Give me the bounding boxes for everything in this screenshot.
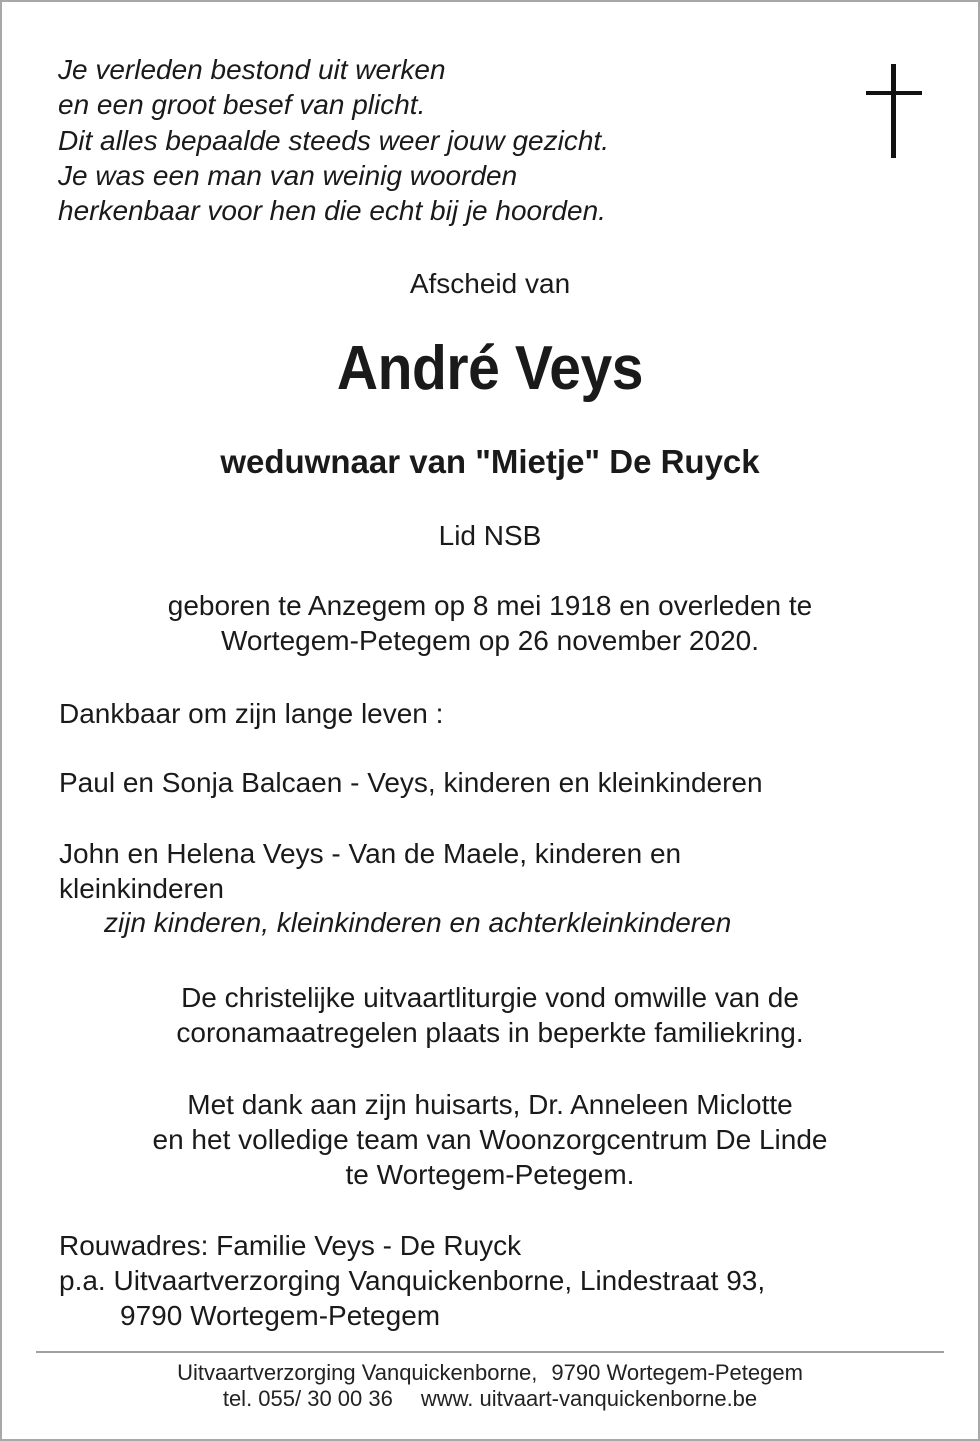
deceased-name: André Veys: [336, 334, 644, 403]
memorial-poem: [58, 52, 609, 228]
footer-website[interactable]: www. uitvaart-vanquickenborne.be: [420, 1386, 758, 1411]
poem-line: Dit alles bepaalde steeds weer jouw gezicht.: [58, 124, 609, 156]
footer-company: Uitvaartverzorging Vanquickenborne,: [177, 1360, 538, 1385]
family-entry-paul: Paul en Sonja Balcaen - Veys, kinderen en kleinkinderen: [59, 767, 763, 798]
footer-phone: tel. 055/ 30 00 36: [222, 1386, 393, 1411]
mourning-address-line-3: 9790 Wortegem-Petegem: [120, 1300, 441, 1331]
thanks-notice: [0, 1087, 980, 1192]
birth-death-text: [0, 588, 980, 658]
family-entry-john: [59, 836, 681, 906]
ceremony-line-2: coronamaatregelen plaats in beperkte familiekring.: [176, 1017, 804, 1048]
widower-line: weduwnaar van "Mietje" De Ruyck: [220, 443, 760, 480]
poem-line: en een groot besef van plicht.: [58, 89, 426, 121]
family-entry-john-line-1: John en Helena Veys - Van de Maele, kinderen en: [59, 838, 682, 869]
latin-cross-icon: [866, 64, 922, 158]
family-entry-john-line-2: kleinkinderen: [59, 873, 224, 904]
footer-divider: [36, 1351, 944, 1353]
farewell-heading: Afscheid van: [409, 268, 571, 299]
grandchildren-line: zijn kinderen, kleinkinderen en achterkleinkinderen: [104, 907, 732, 938]
thanks-line-2: en het volledige team van Woonzorgcentrum De Linde: [152, 1124, 828, 1155]
poem-line: herkenbaar voor hen die echt bij je hoorden.: [58, 195, 606, 227]
mourning-address-line-2: p.a. Uitvaartverzorging Vanquickenborne, Lindestraat 93,: [59, 1265, 766, 1296]
family-intro: Dankbaar om zijn lange leven :: [59, 698, 444, 729]
thanks-line-3: te Wortegem-Petegem.: [345, 1159, 635, 1190]
poem-line: Je verleden bestond uit werken: [58, 54, 446, 85]
membership-line: Lid NSB: [438, 520, 542, 551]
birth-death-line-2: Wortegem-Petegem op 26 november 2020.: [220, 625, 759, 656]
footer-line-2: [0, 1386, 980, 1412]
mourning-address-line-1: Rouwadres: Familie Veys - De Ruyck: [59, 1230, 522, 1261]
thanks-line-1: Met dank aan zijn huisarts, Dr. Anneleen Miclotte: [187, 1089, 793, 1120]
footer-line-1: [0, 1360, 980, 1386]
ceremony-notice: [0, 980, 980, 1050]
poem-line: Je was een man van weinig woorden: [58, 159, 518, 191]
ceremony-line-1: De christelijke uitvaartliturgie vond omwille van de: [181, 982, 799, 1013]
funeral-home-footer: [0, 1360, 980, 1412]
footer-location: 9790 Wortegem-Petegem: [551, 1360, 803, 1385]
birth-death-line-1: geboren te Anzegem op 8 mei 1918 en overleden te: [167, 590, 813, 621]
